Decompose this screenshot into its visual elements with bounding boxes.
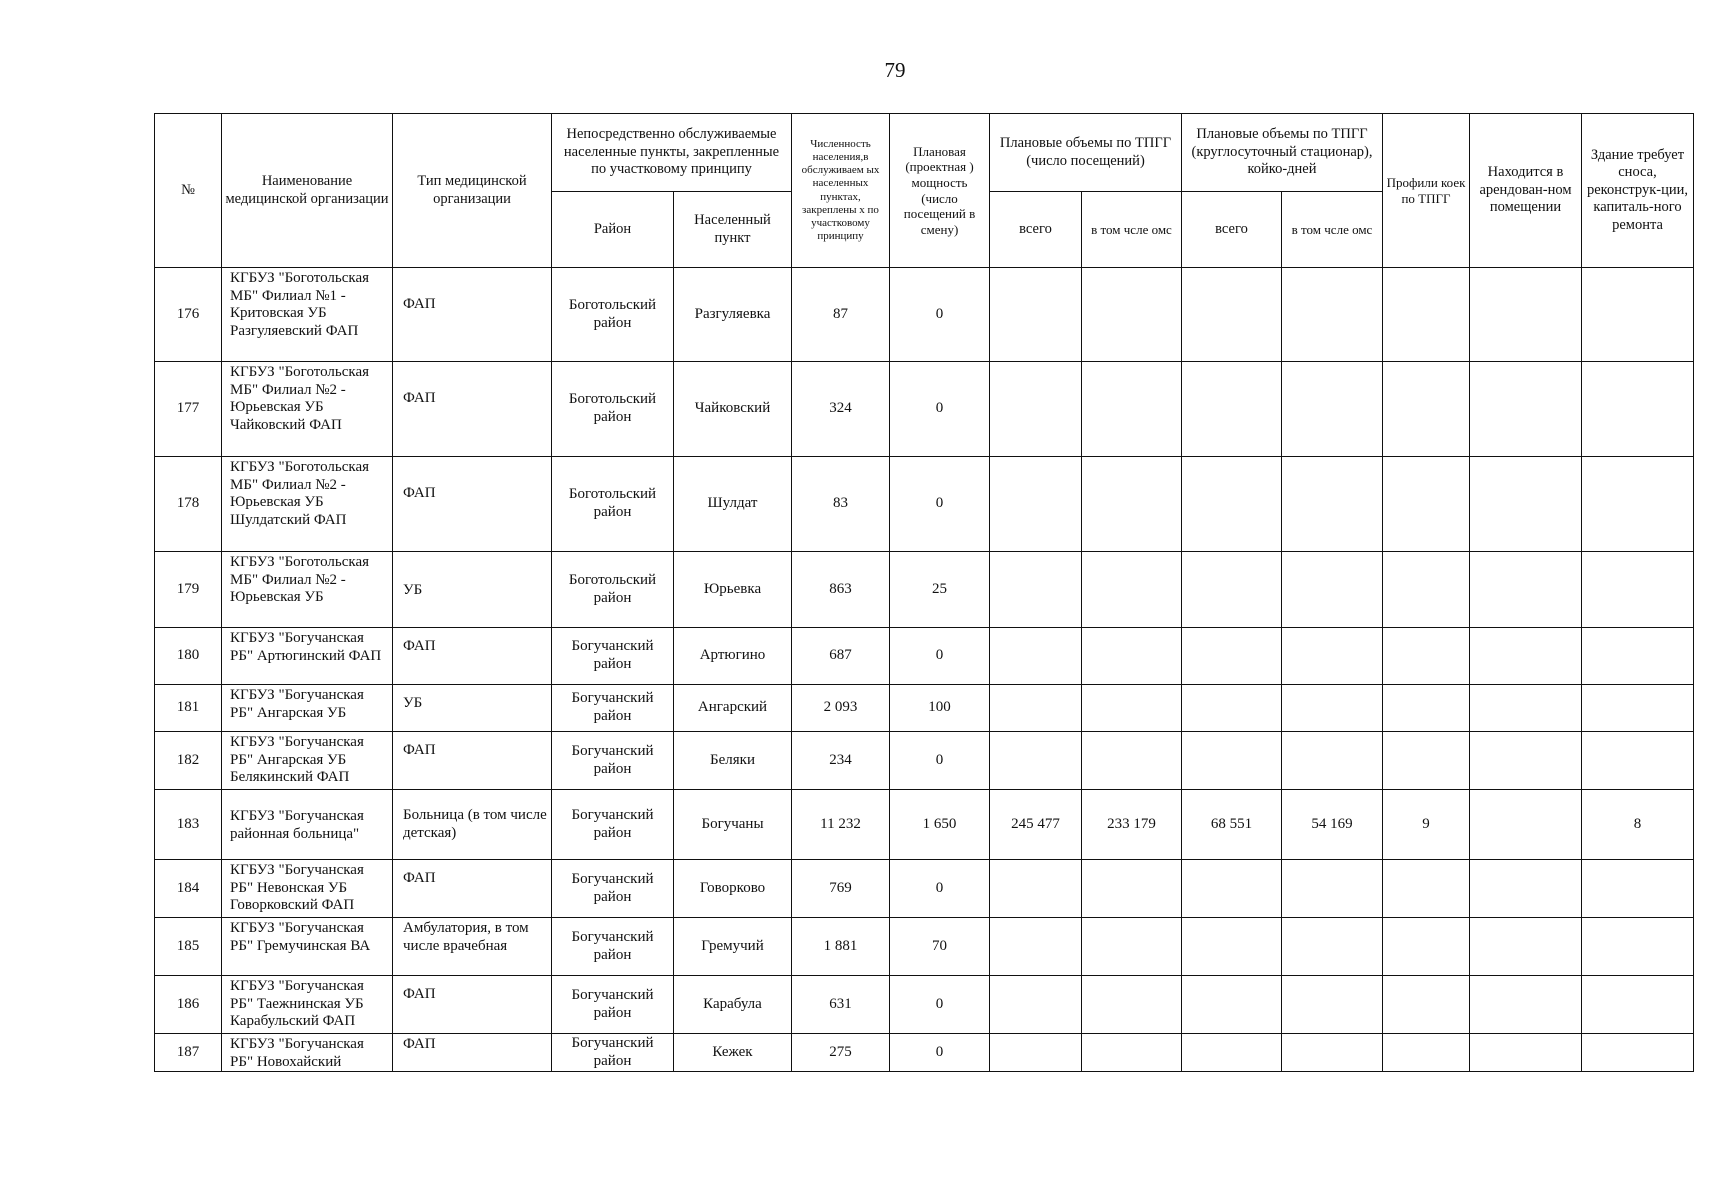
cell-repair <box>1582 1034 1694 1072</box>
cell-repair <box>1582 918 1694 976</box>
cell-name: КГБУЗ "Богучанская РБ" Таежнинская УБ Карабульский ФАП <box>222 976 393 1034</box>
cell-inpatient-oms <box>1282 1034 1383 1072</box>
cell-repair <box>1582 457 1694 552</box>
cell-population: 234 <box>792 732 890 790</box>
cell-capacity: 0 <box>890 268 990 362</box>
cell-locality: Богучаны <box>674 790 792 860</box>
cell-locality: Чайковский <box>674 362 792 457</box>
cell-name: КГБУЗ "Боготольская МБ" Филиал №1 - Критовская УБ Разгуляевский ФАП <box>222 268 393 362</box>
cell-beds <box>1383 732 1470 790</box>
cell-inpatient-total: 68 551 <box>1182 790 1282 860</box>
cell-inpatient-total <box>1182 918 1282 976</box>
cell-repair <box>1582 860 1694 918</box>
cell-rented <box>1470 552 1582 628</box>
cell-type: ФАП <box>393 1034 552 1072</box>
header-population: Численность населения,в обслуживаем ых населенных пунктах, закреплены х по участковому принципу <box>792 114 890 268</box>
cell-population: 631 <box>792 976 890 1034</box>
table-row <box>155 976 1694 1034</box>
table-header <box>155 114 1694 268</box>
cell-capacity: 0 <box>890 628 990 685</box>
cell-district: Богучанский район <box>552 790 674 860</box>
cell-locality: Ангарский <box>674 685 792 732</box>
cell-num: 185 <box>155 918 222 976</box>
cell-num: 186 <box>155 976 222 1034</box>
cell-visits-oms: 233 179 <box>1082 790 1182 860</box>
header-inpatient: Плановые объемы по ТПГГ (круглосуточный стационар), койко-дней <box>1182 114 1383 192</box>
cell-visits-total <box>990 628 1082 685</box>
cell-rented <box>1470 268 1582 362</box>
cell-district: Боготольский район <box>552 552 674 628</box>
cell-repair: 8 <box>1582 790 1694 860</box>
cell-inpatient-total <box>1182 976 1282 1034</box>
table-row <box>155 362 1694 457</box>
cell-visits-oms <box>1082 918 1182 976</box>
cell-num: 184 <box>155 860 222 918</box>
cell-visits-oms <box>1082 860 1182 918</box>
cell-name: КГБУЗ "Богучанская районная больница" <box>222 790 393 860</box>
cell-name: КГБУЗ "Богучанская РБ" Невонская УБ Говорковский ФАП <box>222 860 393 918</box>
cell-type: ФАП <box>393 976 552 1034</box>
header-name: Наименование медицинской организации <box>222 114 393 268</box>
header-inpatient-oms: в том чсле омс <box>1282 192 1383 268</box>
cell-capacity: 0 <box>890 860 990 918</box>
header-beds: Профили коек по ТПГГ <box>1383 114 1470 268</box>
cell-population: 275 <box>792 1034 890 1072</box>
cell-beds <box>1383 685 1470 732</box>
cell-inpatient-total <box>1182 268 1282 362</box>
cell-beds <box>1383 457 1470 552</box>
cell-repair <box>1582 552 1694 628</box>
cell-visits-oms <box>1082 268 1182 362</box>
cell-visits-oms <box>1082 685 1182 732</box>
cell-type: ФАП <box>393 362 552 457</box>
table-row <box>155 732 1694 790</box>
cell-capacity: 100 <box>890 685 990 732</box>
cell-inpatient-total <box>1182 685 1282 732</box>
cell-inpatient-oms <box>1282 732 1383 790</box>
header-visits-total: всего <box>990 192 1082 268</box>
cell-district: Богучанский район <box>552 732 674 790</box>
cell-name: КГБУЗ "Боготольская МБ" Филиал №2 - Юрьевская УБ Чайковский ФАП <box>222 362 393 457</box>
cell-capacity: 0 <box>890 362 990 457</box>
cell-repair <box>1582 362 1694 457</box>
cell-type: УБ <box>393 552 552 628</box>
cell-inpatient-oms <box>1282 457 1383 552</box>
cell-name: КГБУЗ "Богучанская РБ" Ангарская УБ <box>222 685 393 732</box>
cell-inpatient-oms <box>1282 552 1383 628</box>
cell-num: 177 <box>155 362 222 457</box>
cell-num: 178 <box>155 457 222 552</box>
cell-inpatient-total <box>1182 552 1282 628</box>
table-body <box>155 268 1694 1072</box>
cell-type: ФАП <box>393 732 552 790</box>
table-row <box>155 918 1694 976</box>
cell-population: 863 <box>792 552 890 628</box>
cell-population: 87 <box>792 268 890 362</box>
cell-name: КГБУЗ "Богучанская РБ" Гремучинская ВА <box>222 918 393 976</box>
cell-inpatient-oms <box>1282 860 1383 918</box>
cell-rented <box>1470 685 1582 732</box>
cell-repair <box>1582 976 1694 1034</box>
cell-capacity: 70 <box>890 918 990 976</box>
cell-beds <box>1383 918 1470 976</box>
cell-district: Богучанский район <box>552 685 674 732</box>
cell-inpatient-oms <box>1282 685 1383 732</box>
cell-locality: Юрьевка <box>674 552 792 628</box>
cell-rented <box>1470 1034 1582 1072</box>
cell-name: КГБУЗ "Богучанская РБ" Артюгинский ФАП <box>222 628 393 685</box>
cell-population: 1 881 <box>792 918 890 976</box>
cell-population: 2 093 <box>792 685 890 732</box>
cell-num: 180 <box>155 628 222 685</box>
cell-beds <box>1383 860 1470 918</box>
cell-inpatient-oms <box>1282 976 1383 1034</box>
cell-capacity: 0 <box>890 732 990 790</box>
cell-type: Амбулатория, в том числе врачебная <box>393 918 552 976</box>
cell-beds <box>1383 362 1470 457</box>
cell-num: 183 <box>155 790 222 860</box>
header-inpatient-total: всего <box>1182 192 1282 268</box>
header-type: Тип медицинской организации <box>393 114 552 268</box>
cell-inpatient-total <box>1182 1034 1282 1072</box>
cell-name: КГБУЗ "Боготольская МБ" Филиал №2 - Юрьевская УБ Шулдатский ФАП <box>222 457 393 552</box>
cell-inpatient-total <box>1182 362 1282 457</box>
cell-inpatient-total <box>1182 860 1282 918</box>
cell-type: ФАП <box>393 628 552 685</box>
cell-rented <box>1470 976 1582 1034</box>
cell-visits-total: 245 477 <box>990 790 1082 860</box>
cell-num: 179 <box>155 552 222 628</box>
cell-beds <box>1383 976 1470 1034</box>
table-row <box>155 860 1694 918</box>
cell-population: 769 <box>792 860 890 918</box>
cell-repair <box>1582 268 1694 362</box>
cell-population: 83 <box>792 457 890 552</box>
cell-visits-total <box>990 552 1082 628</box>
cell-visits-total <box>990 860 1082 918</box>
cell-inpatient-oms <box>1282 268 1383 362</box>
cell-rented <box>1470 790 1582 860</box>
cell-rented <box>1470 860 1582 918</box>
table-row <box>155 457 1694 552</box>
cell-visits-total <box>990 685 1082 732</box>
cell-district: Богучанский район <box>552 1034 674 1072</box>
cell-capacity: 0 <box>890 457 990 552</box>
cell-inpatient-oms <box>1282 628 1383 685</box>
header-capacity: Плановая (проектная ) мощность (число посещений в смену) <box>890 114 990 268</box>
table-row <box>155 1034 1694 1072</box>
cell-name: КГБУЗ "Богучанская РБ" Новохайский <box>222 1034 393 1072</box>
cell-inpatient-oms <box>1282 918 1383 976</box>
cell-visits-oms <box>1082 362 1182 457</box>
cell-inpatient-total <box>1182 732 1282 790</box>
cell-visits-oms <box>1082 552 1182 628</box>
cell-rented <box>1470 918 1582 976</box>
cell-beds <box>1383 1034 1470 1072</box>
table-row <box>155 628 1694 685</box>
cell-visits-total <box>990 1034 1082 1072</box>
table-row <box>155 268 1694 362</box>
cell-visits-total <box>990 362 1082 457</box>
cell-population: 687 <box>792 628 890 685</box>
cell-capacity: 25 <box>890 552 990 628</box>
cell-locality: Кежек <box>674 1034 792 1072</box>
page-number: 79 <box>884 58 906 82</box>
cell-district: Богучанский район <box>552 976 674 1034</box>
cell-beds <box>1383 552 1470 628</box>
cell-repair <box>1582 685 1694 732</box>
cell-type: ФАП <box>393 268 552 362</box>
cell-beds <box>1383 268 1470 362</box>
cell-locality: Артюгино <box>674 628 792 685</box>
cell-name: КГБУЗ "Боготольская МБ" Филиал №2 - Юрьевская УБ <box>222 552 393 628</box>
cell-district: Богучанский район <box>552 918 674 976</box>
cell-type: ФАП <box>393 457 552 552</box>
cell-visits-oms <box>1082 457 1182 552</box>
cell-locality: Карабула <box>674 976 792 1034</box>
cell-repair <box>1582 628 1694 685</box>
cell-capacity: 0 <box>890 976 990 1034</box>
facilities-table <box>154 113 1694 1072</box>
cell-name: КГБУЗ "Богучанская РБ" Ангарская УБ Белякинский ФАП <box>222 732 393 790</box>
table-row <box>155 552 1694 628</box>
header-repair: Здание требует сноса, реконструк-ции, капиталь-ного ремонта <box>1582 114 1694 268</box>
cell-locality: Гремучий <box>674 918 792 976</box>
cell-district: Богучанский район <box>552 860 674 918</box>
header-served: Непосредственно обслуживаемые населенные пункты, закрепленные по участковому принципу <box>552 114 792 192</box>
cell-visits-total <box>990 268 1082 362</box>
header-locality: Населенный пункт <box>674 192 792 268</box>
cell-rented <box>1470 457 1582 552</box>
cell-num: 187 <box>155 1034 222 1072</box>
cell-capacity: 0 <box>890 1034 990 1072</box>
cell-visits-oms <box>1082 732 1182 790</box>
cell-rented <box>1470 362 1582 457</box>
header-visits-oms: в том чсле омс <box>1082 192 1182 268</box>
cell-visits-total <box>990 976 1082 1034</box>
cell-inpatient-oms <box>1282 362 1383 457</box>
cell-beds <box>1383 628 1470 685</box>
cell-visits-total <box>990 457 1082 552</box>
header-num: № <box>155 114 222 268</box>
cell-district: Боготольский район <box>552 457 674 552</box>
header-rented: Находится в арендован-ном помещении <box>1470 114 1582 268</box>
cell-beds: 9 <box>1383 790 1470 860</box>
cell-population: 11 232 <box>792 790 890 860</box>
cell-num: 182 <box>155 732 222 790</box>
cell-type: УБ <box>393 685 552 732</box>
cell-locality: Говорково <box>674 860 792 918</box>
cell-visits-oms <box>1082 1034 1182 1072</box>
table-row <box>155 790 1694 860</box>
cell-district: Богучанский район <box>552 628 674 685</box>
header-district: Район <box>552 192 674 268</box>
cell-visits-total <box>990 918 1082 976</box>
cell-inpatient-total <box>1182 457 1282 552</box>
cell-district: Боготольский район <box>552 268 674 362</box>
cell-inpatient-oms: 54 169 <box>1282 790 1383 860</box>
cell-inpatient-total <box>1182 628 1282 685</box>
cell-visits-oms <box>1082 628 1182 685</box>
cell-locality: Беляки <box>674 732 792 790</box>
header-visits: Плановые объемы по ТПГГ (число посещений) <box>990 114 1182 192</box>
cell-district: Боготольский район <box>552 362 674 457</box>
cell-type: ФАП <box>393 860 552 918</box>
table-row <box>155 685 1694 732</box>
cell-rented <box>1470 732 1582 790</box>
cell-visits-oms <box>1082 976 1182 1034</box>
cell-rented <box>1470 628 1582 685</box>
cell-type: Больница (в том числе детская) <box>393 790 552 860</box>
cell-population: 324 <box>792 362 890 457</box>
cell-repair <box>1582 732 1694 790</box>
cell-capacity: 1 650 <box>890 790 990 860</box>
cell-locality: Шулдат <box>674 457 792 552</box>
cell-locality: Разгуляевка <box>674 268 792 362</box>
cell-num: 181 <box>155 685 222 732</box>
cell-visits-total <box>990 732 1082 790</box>
cell-num: 176 <box>155 268 222 362</box>
